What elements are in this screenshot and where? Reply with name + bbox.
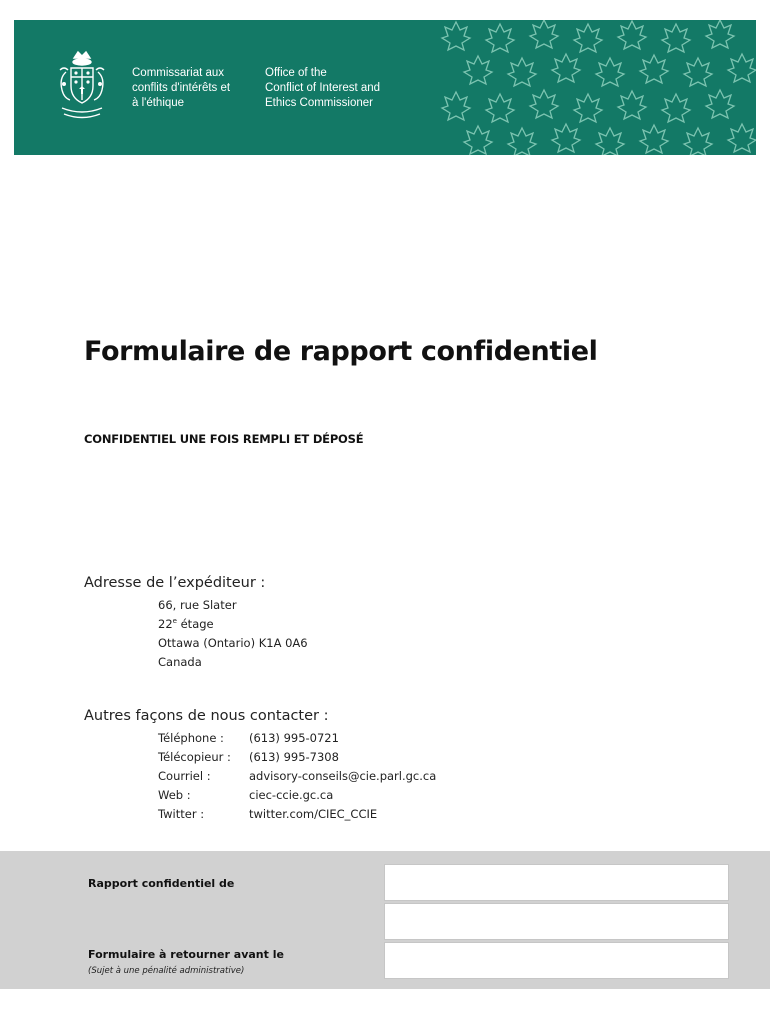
web-value[interactable]: ciec-ccie.gc.ca [249,788,334,802]
due-date-label: Formulaire à retourner avant le [88,948,284,961]
due-date-field[interactable] [384,942,729,979]
phone-label: Téléphone : [158,731,224,745]
fax-value: (613) 995-7308 [249,750,339,764]
web-label: Web : [158,788,191,802]
address-street: 66, rue Slater [158,598,237,612]
report-of-label: Rapport confidentiel de [88,877,235,890]
org-name-en-line: Ethics Commissioner [265,97,373,109]
org-name-fr [132,66,230,111]
sender-address-heading: Adresse de l’expéditeur : [84,575,266,591]
address-country: Canada [158,655,202,669]
email-value[interactable]: advisory-conseils@cie.parl.gc.ca [249,769,437,783]
org-name-fr-line: Commissariat aux [132,67,225,79]
penalty-note: (Sujet à une pénalité administrative) [88,966,245,976]
floor-number: 22 [158,617,173,631]
coat-of-arms-icon [54,48,110,122]
header-banner [14,20,756,155]
address-city: Ottawa (Ontario) K1A 0A6 [158,636,308,650]
org-name-en-line: Conflict of Interest and [265,82,381,94]
contact-heading: Autres façons de nous contacter : [84,708,329,724]
twitter-label: Twitter : [158,807,205,821]
fax-label: Télécopieur : [158,750,231,764]
floor-superscript: e [172,617,177,626]
confidential-notice: CONFIDENTIEL UNE FOIS REMPLI ET DÉPOSÉ [84,432,364,446]
report-of-field-extra[interactable] [384,903,729,940]
address-floor [158,617,214,631]
phone-value: (613) 995-0721 [249,731,339,745]
twitter-value[interactable]: twitter.com/CIEC_CCIE [249,807,378,821]
org-name-fr-line: conflits d'intérêts et [132,82,231,94]
org-name-en [265,66,380,111]
org-name-fr-line: à l'éthique [132,97,185,109]
maple-pattern-decoration [434,20,756,155]
email-label: Courriel : [158,769,211,783]
report-of-field[interactable] [384,864,729,901]
floor-text: étage [176,617,214,631]
org-name-en-line: Office of the [265,67,327,79]
document-title: Formulaire de rapport confidentiel [84,336,598,367]
